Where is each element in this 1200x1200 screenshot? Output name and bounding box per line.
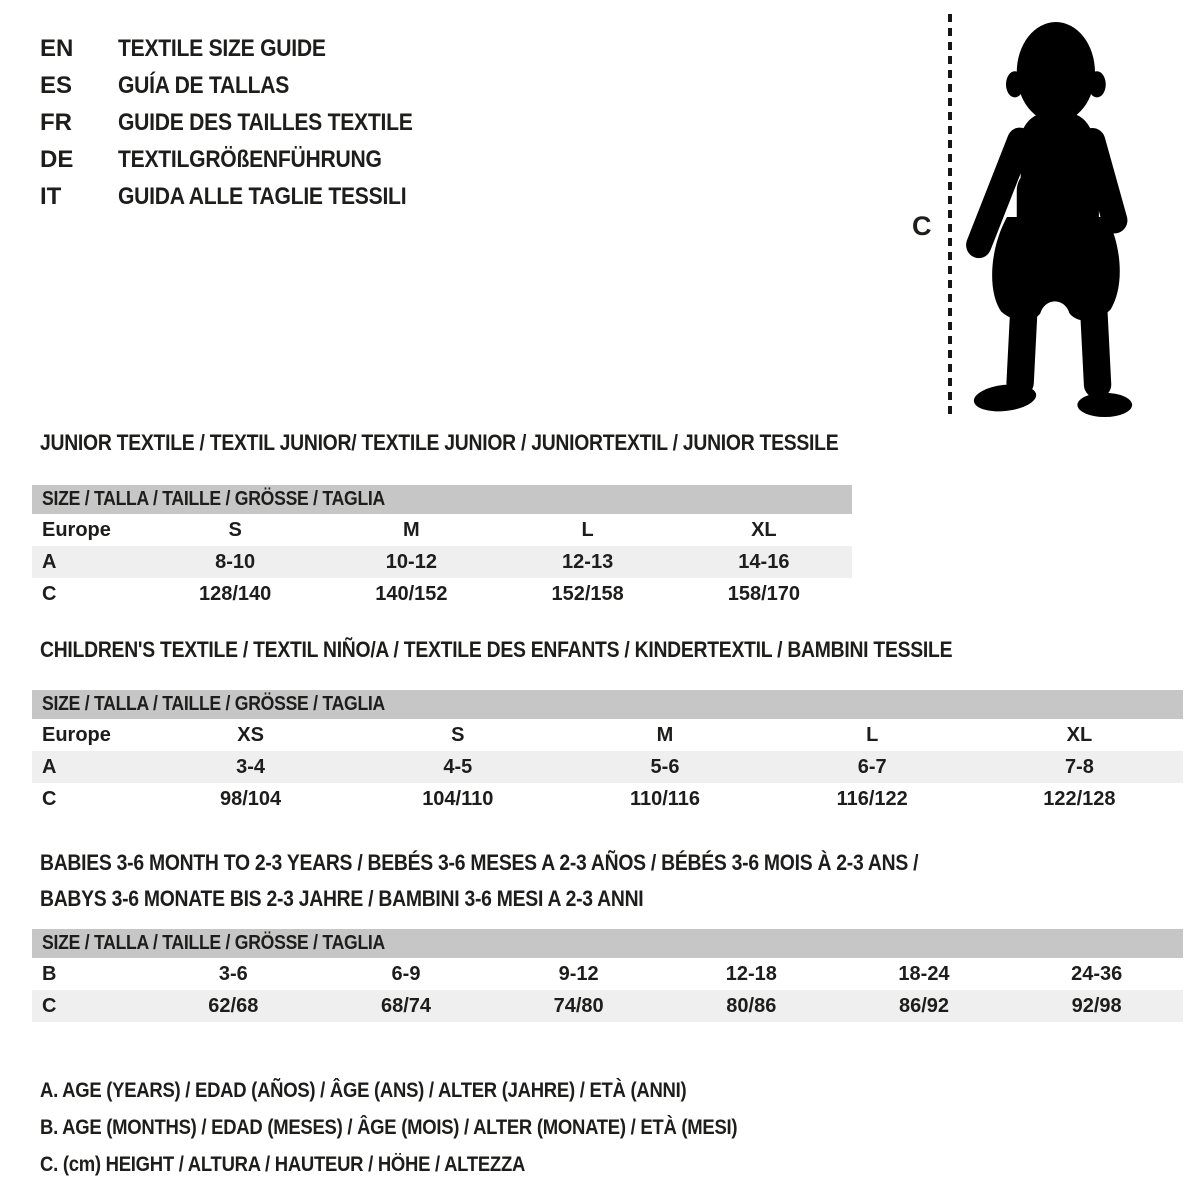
size-cell: L	[581, 518, 594, 541]
height-cell: 116/122	[836, 787, 908, 810]
months-cell: 24-36	[1071, 962, 1123, 985]
height-cell: 122/128	[1043, 787, 1116, 810]
size-cell: S	[451, 723, 465, 746]
guide-title-en: TEXTILE SIZE GUIDE	[118, 35, 326, 62]
months-cell: 18-24	[898, 962, 950, 985]
junior-section-title: JUNIOR TEXTILE / TEXTIL JUNIOR/ TEXTILE JUNIOR / JUNIORTEXTIL / JUNIOR TESSILE	[40, 430, 839, 455]
guide-title-fr: GUIDE DES TAILLES TEXTILE	[118, 109, 413, 136]
children-section-title: CHILDREN'S TEXTILE / TEXTIL NIÑO/A / TEXTILE DES ENFANTS / KINDERTEXTIL / BAMBINI TESSILE	[40, 637, 953, 662]
babies-size-table	[32, 929, 1183, 1022]
guide-title-it: GUIDA ALLE TAGLIE TESSILI	[118, 183, 407, 210]
language-title-list	[40, 30, 453, 215]
row-label: C	[42, 582, 57, 605]
language-row-es	[40, 67, 453, 104]
size-cell: S	[228, 518, 242, 541]
months-cell: 12-18	[725, 962, 777, 985]
language-row-de	[40, 141, 453, 178]
language-code: DE	[40, 146, 74, 173]
row-label: A	[42, 755, 57, 778]
height-cell: 140/152	[375, 582, 448, 605]
size-cell: XL	[751, 518, 777, 541]
height-cell: 152/158	[551, 582, 624, 605]
height-cell: 86/92	[898, 994, 950, 1017]
row-label: C	[42, 994, 57, 1017]
table-row-height	[32, 783, 1183, 815]
children-size-table	[32, 690, 1183, 815]
size-cell: M	[656, 723, 674, 746]
age-cell: 12-13	[562, 550, 614, 573]
height-cell: 158/170	[727, 582, 801, 605]
height-cell: 62/68	[208, 994, 259, 1017]
height-measure-dashed-line	[948, 14, 952, 418]
months-cell: 6-9	[391, 962, 421, 985]
size-header-bar: SIZE / TALLA / TAILLE / GRÖSSE / TAGLIA	[32, 690, 1183, 719]
legend-line-b: B. AGE (MONTHS) / EDAD (MESES) / ÂGE (MOIS) / ALTER (MONATE) / ETÀ (MESI)	[40, 1116, 738, 1139]
age-cell: 4-5	[443, 755, 473, 778]
junior-size-table	[32, 485, 852, 610]
height-cell: 110/116	[629, 787, 701, 810]
language-row-it	[40, 178, 453, 215]
months-cell: 3-6	[218, 962, 248, 985]
height-cell: 104/110	[422, 787, 494, 810]
row-label: Europe	[42, 518, 111, 541]
table-row-height	[32, 578, 852, 610]
age-cell: 7-8	[1064, 755, 1094, 778]
babies-section-title: BABIES 3-6 MONTH TO 2-3 YEARS / BEBÉS 3-6 MESES A 2-3 AÑOS / BÉBÉS 3-6 MOIS À 2-3 ANS / BABYS 3-6 MONATE BIS 2-3 JAHRE / BAMBINI 3-6 MESI A 2-3 ANNI	[40, 850, 919, 911]
language-code: IT	[40, 183, 62, 210]
height-measure-label: C	[912, 211, 932, 241]
age-cell: 10-12	[385, 550, 437, 573]
language-code: FR	[40, 109, 72, 136]
months-cell: 9-12	[558, 962, 599, 985]
row-label: A	[42, 550, 57, 573]
row-label: C	[42, 787, 57, 810]
guide-title-es: GUÍA DE TALLAS	[118, 72, 290, 99]
height-cell: 68/74	[380, 994, 432, 1017]
age-cell: 14-16	[738, 550, 790, 573]
age-cell: 5-6	[650, 755, 680, 778]
table-row-europe	[32, 719, 1183, 751]
age-cell: 6-7	[857, 755, 887, 778]
row-label: B	[42, 962, 57, 985]
row-label: Europe	[42, 723, 111, 746]
size-cell: XS	[237, 723, 264, 746]
legend-line-c: C. (cm) HEIGHT / ALTURA / HAUTEUR / HÖHE / ALTEZZA	[40, 1153, 526, 1176]
height-cell: 98/104	[220, 787, 282, 810]
height-cell: 92/98	[1071, 994, 1122, 1017]
age-cell: 8-10	[215, 550, 256, 573]
size-cell: M	[403, 518, 420, 541]
language-row-fr	[40, 104, 453, 141]
age-cell: 3-4	[236, 755, 266, 778]
table-row-height	[32, 990, 1183, 1022]
size-cell: XL	[1066, 723, 1093, 746]
measurement-legend	[40, 1072, 832, 1183]
legend-line-a: A. AGE (YEARS) / EDAD (AÑOS) / ÂGE (ANS) / ALTER (JAHRE) / ETÀ (ANNI)	[40, 1079, 687, 1102]
table-row-europe	[32, 514, 852, 546]
language-code: ES	[40, 72, 73, 99]
table-row-months	[32, 958, 1183, 990]
height-cell: 74/80	[553, 994, 604, 1017]
size-cell: L	[866, 723, 879, 746]
toddler-silhouette-icon	[962, 16, 1138, 418]
table-row-age	[32, 751, 1183, 783]
size-header-bar: SIZE / TALLA / TAILLE / GRÖSSE / TAGLIA	[32, 929, 1183, 958]
height-cell: 128/140	[198, 582, 272, 605]
language-row-en	[40, 30, 453, 67]
size-header-bar: SIZE / TALLA / TAILLE / GRÖSSE / TAGLIA	[32, 485, 852, 514]
guide-title-de: TEXTILGRÖßENFÜHRUNG	[118, 146, 382, 173]
height-cell: 80/86	[726, 994, 777, 1017]
language-code: EN	[40, 35, 74, 62]
table-row-age	[32, 546, 852, 578]
